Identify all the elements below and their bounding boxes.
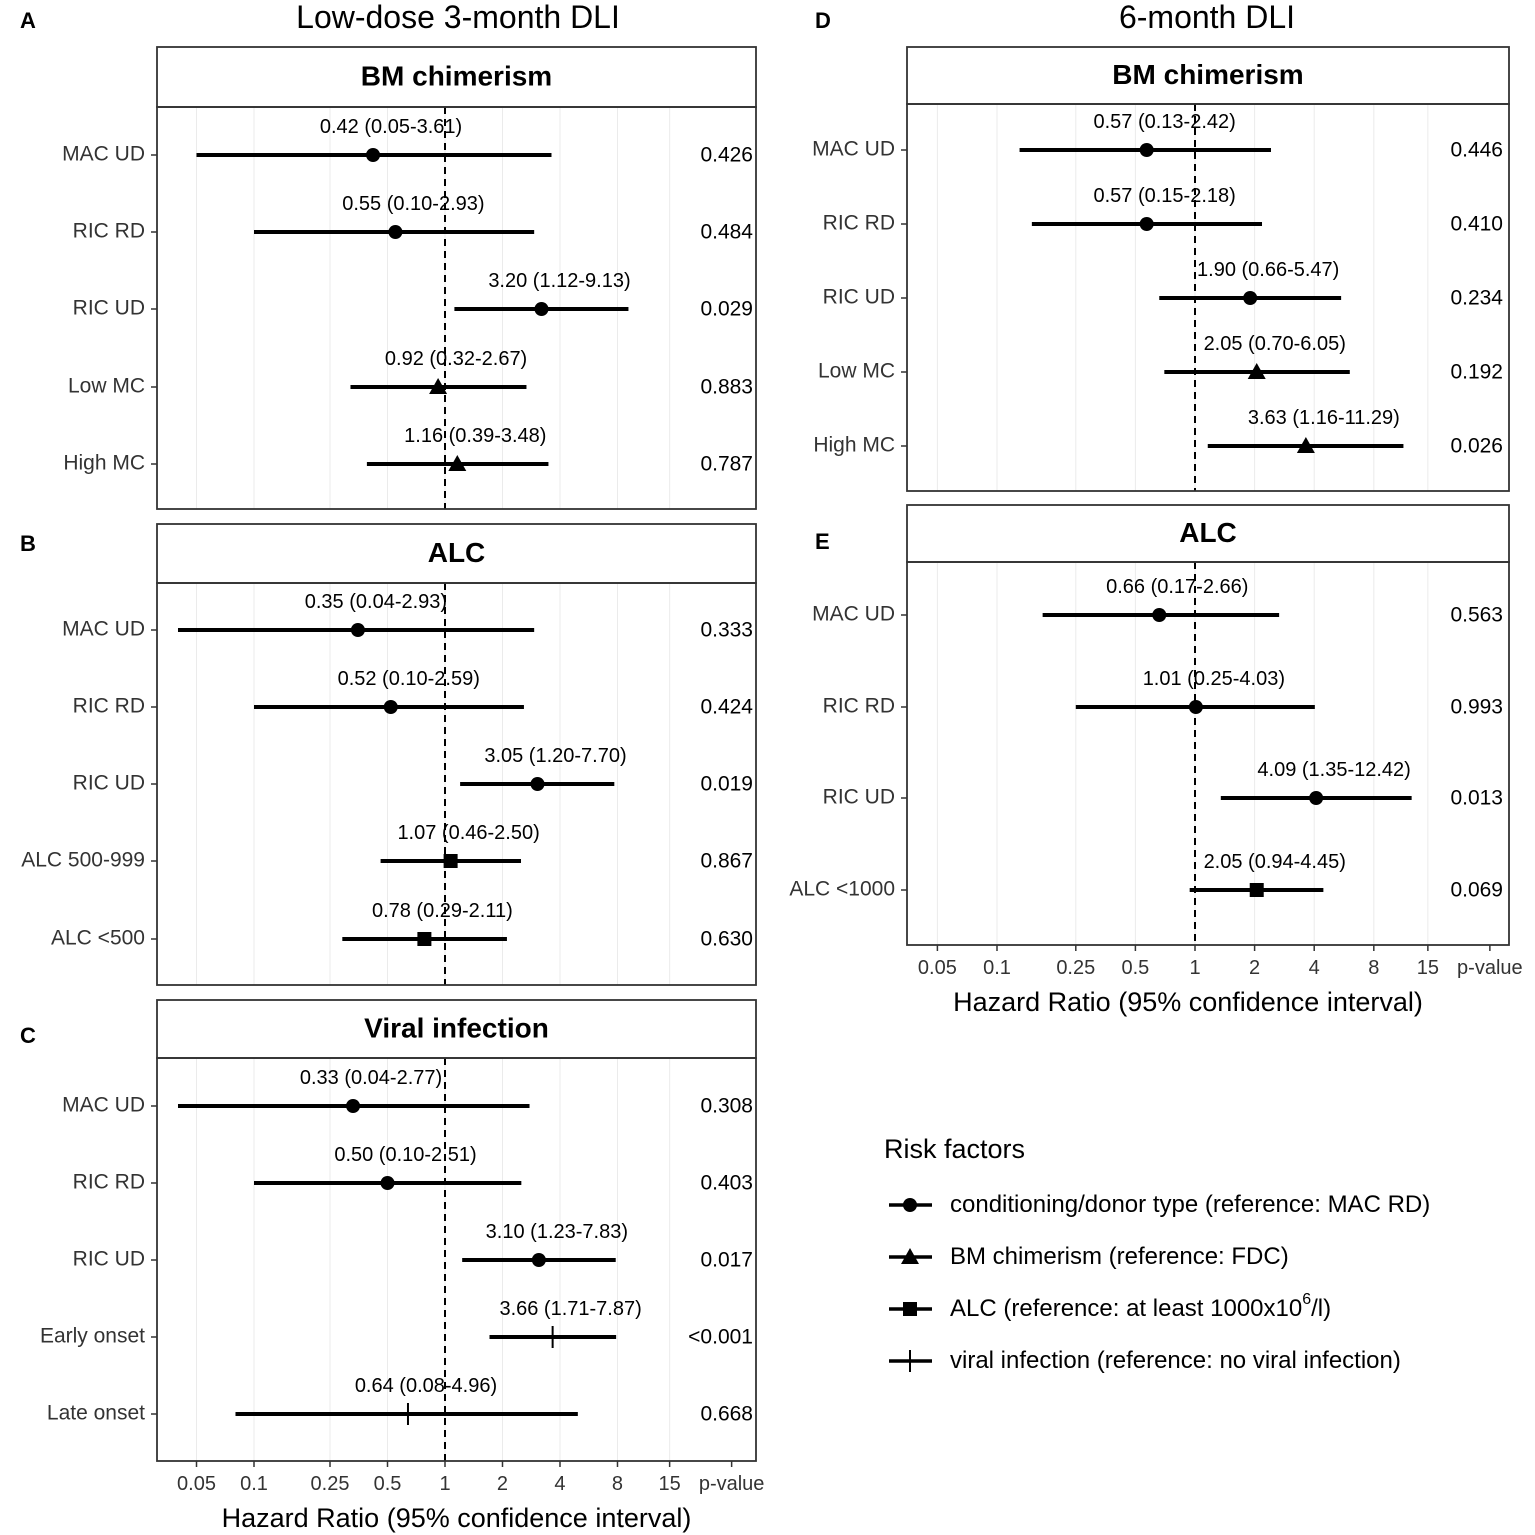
forest-row [62, 591, 753, 642]
x-axis-title: Hazard Ratio (95% confidence interval) [221, 1503, 692, 1533]
panel-title: ALC [427, 536, 486, 568]
point-square [1250, 883, 1264, 897]
panel-letter: D [815, 7, 831, 33]
x-axis-title: Hazard Ratio (95% confidence interval) [953, 987, 1423, 1017]
row-label: MAC UD [62, 1093, 145, 1117]
p-value: 0.234 [1450, 286, 1503, 310]
p-value: 0.867 [700, 849, 753, 873]
row-label: Late onset [46, 1401, 145, 1425]
forest-row [813, 407, 1503, 458]
x-tick-label: 0.5 [373, 1473, 402, 1495]
estimate-label: 4.09 (1.35-12.42) [1257, 759, 1411, 781]
p-value: 0.029 [700, 297, 753, 321]
estimate-label: 0.92 (0.32-2.67) [384, 348, 528, 370]
p-value: 0.484 [700, 220, 753, 244]
estimate-label: 3.05 (1.20-7.70) [484, 745, 627, 767]
legend-item-square [889, 1291, 1331, 1322]
forest-row [62, 1067, 753, 1118]
column-title-left: Low-dose 3-month DLI [296, 0, 620, 35]
legend-label: BM chimerism (reference: FDC) [950, 1243, 1289, 1271]
x-tick-label: 8 [1368, 957, 1380, 979]
row-label: RIC RD [822, 694, 895, 718]
panel-title: Viral infection [364, 1012, 549, 1044]
p-value: 0.308 [700, 1094, 753, 1118]
row-label: High MC [813, 433, 895, 457]
point-circle [534, 302, 548, 316]
row-label: High MC [63, 451, 145, 475]
x-tick-label: 15 [658, 1473, 681, 1495]
estimate-label: 1.90 (0.66-5.47) [1197, 259, 1340, 281]
point-circle [531, 777, 545, 791]
x-tick-label: 0.5 [1121, 957, 1150, 979]
estimate-label: 3.63 (1.16-11.29) [1247, 407, 1400, 429]
estimate-label: 1.01 (0.25-4.03) [1142, 668, 1286, 690]
p-value: 0.424 [700, 695, 753, 719]
p-value: 0.410 [1450, 212, 1503, 236]
estimate-label: 2.05 (0.94-4.45) [1203, 851, 1346, 873]
estimate-label: 0.50 (0.10-2.51) [334, 1144, 477, 1166]
point-circle [532, 1253, 546, 1267]
legend-item-circle [889, 1191, 1430, 1218]
forest-row [73, 1221, 753, 1272]
row-label: Low MC [67, 374, 145, 398]
x-tick-label: 0.05 [177, 1473, 216, 1495]
estimate-label: 0.64 (0.08-4.96) [354, 1375, 498, 1397]
p-value: 0.403 [700, 1171, 753, 1195]
p-value: 0.017 [700, 1248, 753, 1272]
point-square [444, 854, 458, 868]
forest-row [63, 425, 753, 476]
point-circle [351, 623, 365, 637]
row-label: RIC RD [72, 1170, 145, 1194]
point-circle [388, 225, 402, 239]
forest-row [47, 1375, 753, 1426]
point-circle [1243, 291, 1257, 305]
legend-label: viral infection (reference: no viral infection) [950, 1347, 1401, 1375]
row-label: RIC UD [822, 285, 895, 309]
estimate-label: 0.57 (0.15-2.18) [1093, 185, 1236, 207]
p-value: 0.630 [700, 927, 753, 951]
p-value: 0.013 [1450, 786, 1503, 810]
panel-e [789, 505, 1509, 945]
estimate-label: 0.33 (0.04-2.77) [299, 1067, 443, 1089]
forest-row [789, 851, 1503, 902]
panel-letter: E [815, 528, 830, 554]
point-circle [346, 1099, 360, 1113]
risk-factors-legend [884, 1134, 1430, 1374]
forest-row [62, 116, 753, 167]
row-label: RIC RD [72, 219, 145, 243]
p-value: 0.333 [700, 618, 753, 642]
forest-row [73, 1144, 753, 1195]
estimate-label: 0.55 (0.10-2.93) [342, 193, 485, 215]
row-label: MAC UD [812, 602, 895, 626]
forest-row [818, 333, 1503, 384]
point-square [417, 932, 431, 946]
forest-row [68, 348, 753, 399]
x-tick-label: 0.05 [917, 957, 957, 979]
p-value: 0.426 [700, 143, 753, 167]
x-tick-label: 0.25 [310, 1473, 350, 1495]
panel-c [20, 1000, 756, 1461]
estimate-label: 1.07 (0.46-2.50) [397, 822, 540, 844]
p-value-header: p-value [1457, 957, 1523, 979]
estimate-label: 0.35 (0.04-2.93) [304, 591, 448, 613]
point-circle [1152, 608, 1166, 622]
forest-row [812, 576, 1503, 627]
point-circle [384, 700, 398, 714]
p-value: <0.001 [688, 1325, 753, 1349]
forest-row [40, 1298, 753, 1349]
forest-row [73, 193, 754, 244]
point-circle [366, 148, 380, 162]
legend-label: ALC (reference: at least $1000x10^6/l$) [950, 1291, 1332, 1323]
row-label: RIC UD [72, 296, 145, 320]
x-tick-label: 4 [1308, 957, 1320, 979]
row-label: RIC UD [72, 771, 145, 795]
p-value: 0.019 [700, 772, 753, 796]
legend-item-cross [889, 1347, 1401, 1374]
row-label: MAC UD [62, 617, 145, 641]
x-tick-label: 1 [439, 1473, 451, 1495]
row-label: RIC UD [822, 785, 895, 809]
point-circle [1309, 791, 1323, 805]
p-value: 0.668 [700, 1402, 753, 1426]
estimate-label: 1.16 (0.39-3.48) [404, 425, 547, 447]
estimate-label: 0.52 (0.10-2.59) [337, 668, 480, 690]
row-label: ALC <1000 [789, 877, 895, 901]
x-tick-label: 15 [1416, 957, 1439, 979]
legend-title: Risk factors [884, 1134, 1026, 1164]
forest-row [812, 111, 1503, 162]
panel-letter: A [20, 7, 36, 33]
x-tick-label: 2 [1249, 957, 1261, 979]
panel-border [157, 1058, 756, 1461]
legend-item-triangle [889, 1243, 1289, 1270]
x-tick-label: 0.1 [240, 1473, 268, 1495]
forest-row [823, 668, 1503, 719]
x-tick-label: 8 [611, 1473, 624, 1495]
estimate-label: 0.78 (0.29-2.11) [371, 900, 513, 922]
x-tick-label: 1 [1189, 957, 1201, 979]
legend-circle-icon [903, 1198, 917, 1212]
x-axis-right [918, 945, 1523, 1017]
x-tick-label: 2 [496, 1473, 509, 1495]
p-value: 0.446 [1450, 138, 1503, 162]
p-value: 0.883 [700, 375, 753, 399]
row-label: RIC UD [72, 1247, 145, 1271]
estimate-label: 2.05 (0.70-6.05) [1203, 333, 1346, 355]
row-label: ALC 500-999 [21, 848, 145, 872]
column-title-right: 6-month DLI [1118, 0, 1296, 35]
p-value: 0.563 [1450, 603, 1503, 627]
panel-d [812, 8, 1509, 491]
forest-row [73, 270, 753, 321]
legend-square-icon [903, 1302, 917, 1316]
estimate-label: 0.42 (0.05-3.61) [319, 116, 463, 138]
estimate-label: 0.57 (0.13-2.42) [1093, 111, 1236, 133]
p-value: 0.993 [1450, 695, 1503, 719]
row-label: Early onset [39, 1324, 145, 1348]
row-label: ALC <500 [51, 926, 145, 950]
point-circle [1140, 143, 1154, 157]
point-circle [1189, 700, 1203, 714]
x-tick-label: 4 [554, 1473, 566, 1495]
panel-border [157, 583, 756, 985]
panel-title: ALC [1179, 516, 1237, 548]
legend-label: conditioning/donor type (reference: MAC RD) [950, 1191, 1431, 1219]
point-circle [1140, 217, 1154, 231]
estimate-label: 3.20 (1.12-9.13) [488, 270, 631, 292]
point-circle [381, 1176, 395, 1190]
panel-b [20, 524, 756, 985]
row-label: MAC UD [62, 142, 145, 166]
x-tick-label: 0.25 [1056, 957, 1096, 979]
row-label: RIC RD [72, 694, 145, 718]
estimate-label: 3.10 (1.23-7.83) [485, 1221, 629, 1243]
estimate-label: 0.66 (0.17-2.66) [1106, 576, 1249, 598]
estimate-label: 3.66 (1.71-7.87) [499, 1298, 642, 1320]
forest-row [823, 185, 1503, 236]
panel-a [20, 8, 756, 509]
row-label: MAC UD [812, 137, 895, 161]
panel-letter: C [20, 1022, 36, 1048]
x-tick-label: 0.1 [983, 957, 1011, 979]
x-axis-left [177, 1461, 764, 1533]
panel-title: BM chimerism [360, 60, 553, 92]
forest-row [73, 668, 754, 719]
p-value-header: p-value [698, 1473, 765, 1495]
p-value: 0.026 [1450, 434, 1503, 458]
forest-row [73, 745, 753, 796]
row-label: Low MC [817, 359, 895, 383]
row-label: RIC RD [822, 211, 895, 235]
p-value: 0.787 [700, 452, 753, 476]
panel-letter: B [20, 530, 36, 556]
forest-row [823, 259, 1504, 310]
forest-row [823, 759, 1503, 810]
p-value: 0.069 [1450, 878, 1503, 902]
p-value: 0.192 [1450, 360, 1503, 384]
panel-title: BM chimerism [1112, 58, 1304, 90]
